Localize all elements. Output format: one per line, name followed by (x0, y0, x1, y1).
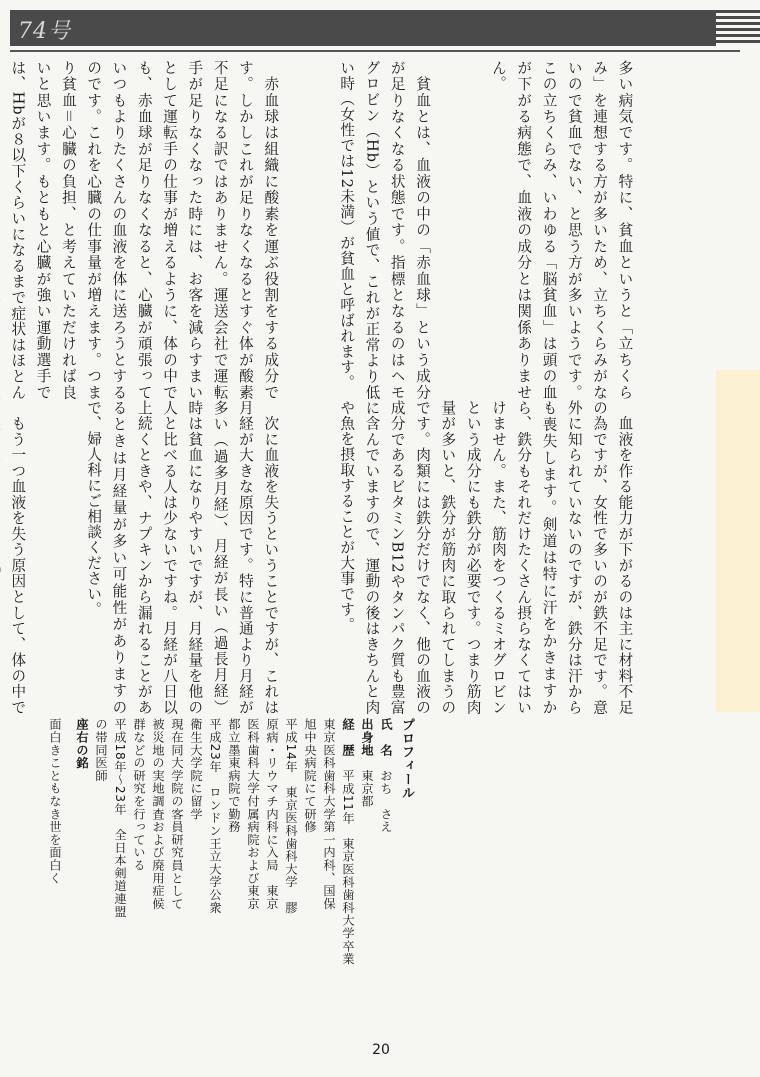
page-number: 20 (372, 1042, 390, 1058)
profile-career-line: の帯同医師 (94, 718, 108, 782)
profile-career-line: 衛生大学院に留学 (189, 718, 203, 821)
article-top-section (9, 60, 688, 400)
profile-career-label: 経 歴 (341, 718, 355, 757)
issue-number: 74号 (18, 19, 71, 44)
header-stripes (716, 10, 760, 46)
side-panel (716, 370, 760, 712)
profile-career-line: 平成11年 東京医科歯科大学卒業 (341, 769, 355, 966)
paragraph: 赤血球は組織に酸素を運ぶ役割をする成分です。しかしこれが足りなくなるとすぐ体が酸素不足になる訳ではありません。運送会社で運転手が足りなくなった時には、お客を減らすまいとして運転手の仕事が増えるように、体の中でも、赤血球が足りなくなると、心臓が頑張っていつもよりたくさんの血液を体に送ろうとするのです。これを心臓の仕事量が増えます。つまり貧血＝心臓の負担、と考えていただければ良いと思います。もともと心臓が強い運動選手では、Hbが８以下くらいになるまで症状はほとん (9, 60, 280, 400)
profile-career-line: 平成23年 ロンドン王立大学公衆 (208, 718, 222, 914)
paragraph: もう一つ血液を失う原因として、体の中で (9, 415, 27, 715)
profile-motto-label: 座右の銘 (75, 718, 89, 770)
profile-career-line: 平成18年〜23年 全日本剣道連盟 (113, 718, 127, 918)
profile-motto-value: 面白きこともなき世を面白く (48, 718, 62, 885)
paragraph: 多い病気です。特に、貧血というと「立ちくらみ」を連想する方が多いため、立ちくらみがないので貧血でない、と思う方が多いようです。この立ちくらみ、いわゆる「脳貧血」は頭の血が下がる病態で、血液の成分とは関係ありません。 (489, 60, 634, 400)
profile-name-value: おち さえ (379, 769, 393, 834)
paragraph: 次に血液を失うということですが、これは月経が大きな原因です。特に普通より月経が多い（過多月経）、月経が長い（過長月経）時は貧血になりやすいですが、月経量を他の人と比べる人は少ないですね。月経が八日以上続くときや、ナプキンから漏れることがあるときは月経量が多い可能性がありますので、婦人科にご相談ください。 (85, 400, 280, 715)
profile-career-line: 都立墨東病院で勤務 (227, 718, 241, 834)
profile-career-line: 現在同大学院の客員研究員として (170, 718, 184, 910)
article-bottom-section (9, 400, 688, 715)
header-rule (10, 50, 740, 52)
profile-name-label: 氏 名 (379, 718, 393, 757)
profile-career-line: 原病・リウマチ内科に入局 東京 (265, 718, 279, 910)
profile-birthplace-row (357, 718, 376, 966)
profile-career-line: 群などの研究を行っている (132, 718, 146, 872)
paragraph: 血液を作る能力が下がるのは主に材料不足の為ですが、女性で多いのが鉄不足です。意外に知られていないのですが、鉄分は汗からも喪失します。剣道は特に汗をかきますから、鉄分もそれだけたくさん摂らなくてはいけません。また、筋肉をつくるミオグロビンという成分にも鉄分が必要です。つまり筋肉量が多いと、鉄分が筋肉に取られてしまうのです。肉類には鉄分だけでなく、他の血液の成分であるビタミンB12やタンパク質も豊富に含んでいますので、運動の後はきちんと肉や魚を摂取することが大事です。 (338, 400, 634, 715)
profile-career-line: 東京医科歯科大学第一内科、国保 (322, 718, 336, 910)
profile-birthplace-label: 出身地 (360, 718, 374, 757)
author-profile (48, 718, 416, 966)
profile-heading: プロフィール (399, 718, 414, 800)
profile-career-line: 平成14年 東京医科歯科大学 膠 (284, 718, 298, 914)
header-bar (10, 10, 716, 46)
profile-career-line: 旭中央病院にて研修 (303, 718, 317, 834)
profile-career-row (338, 718, 357, 966)
profile-name-row (376, 718, 395, 966)
profile-birthplace-value: 東京都 (360, 769, 374, 808)
profile-career-line: 医科歯科大学付属病院および東京 (246, 718, 260, 910)
paragraph: 貧血とは、血液の中の「赤血球」という成分が足りなくなる状態です。指標となるのはヘモグロビン（Hb）という値で、これが正常より低い時（女性では12未満）が貧血と呼ばれます。 (338, 60, 432, 400)
profile-career-line: 被災地の実地調査および廃用症候 (151, 718, 165, 910)
